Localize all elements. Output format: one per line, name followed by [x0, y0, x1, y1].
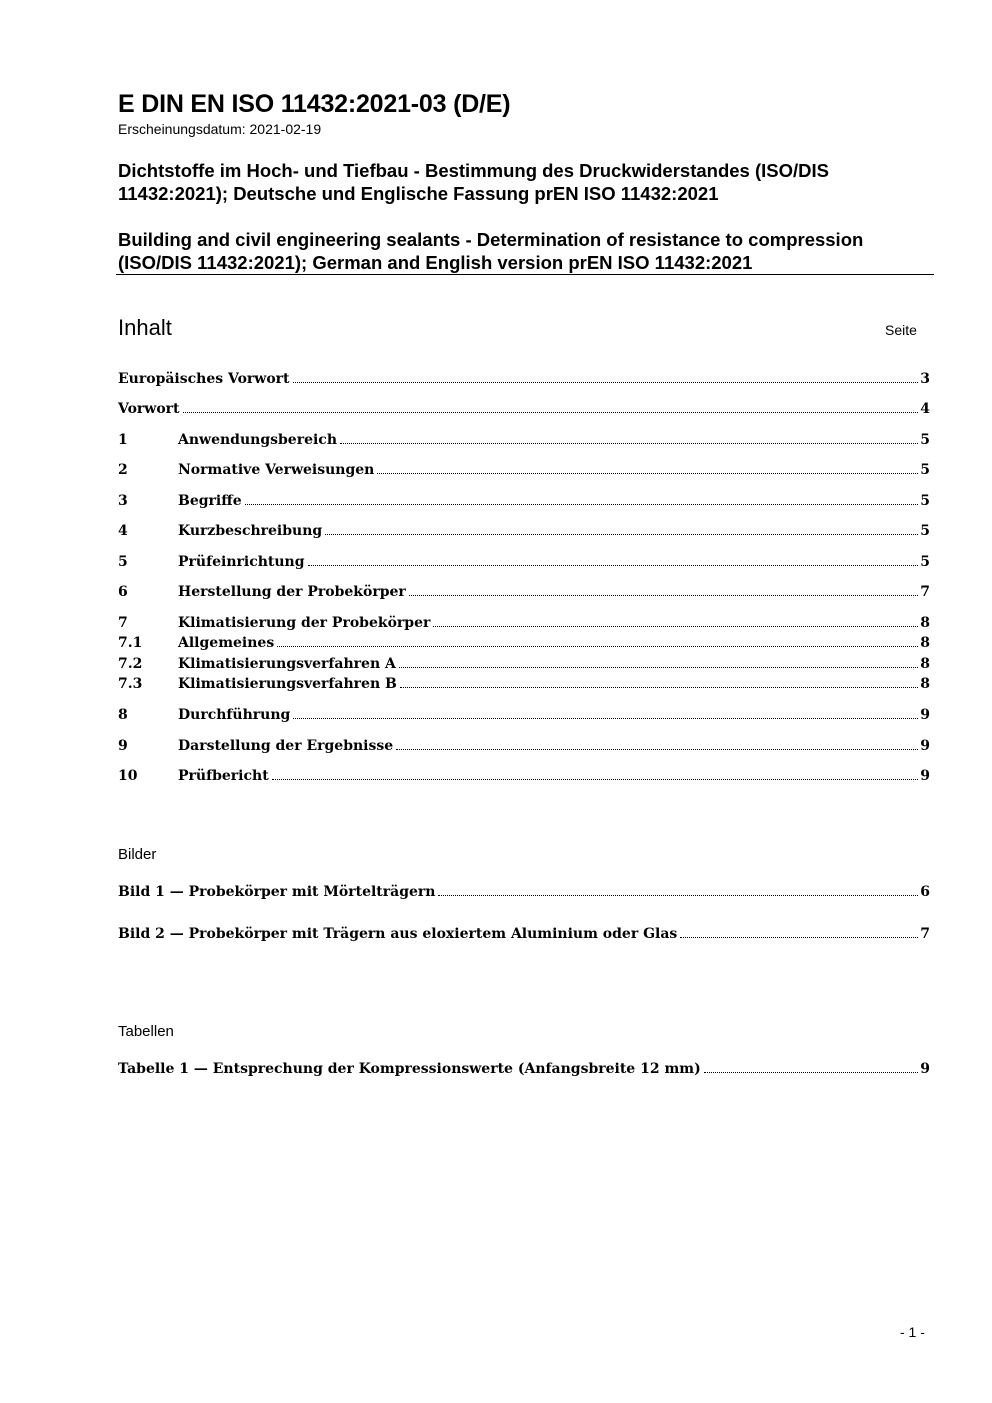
- toc-entry-page: 9: [920, 707, 930, 723]
- toc-entry-number: 1: [118, 432, 128, 448]
- toc-leader: [433, 625, 918, 627]
- toc-leader: [245, 503, 919, 505]
- toc-entry[interactable]: [118, 584, 930, 604]
- toc-entry-number: 5: [118, 554, 128, 570]
- tables-heading: Tabellen: [118, 1023, 174, 1040]
- toc-entry-number: 10: [118, 768, 138, 784]
- toc-entry-label: Prüfeinrichtung: [178, 554, 305, 570]
- toc-entry-number: 9: [118, 738, 128, 754]
- toc-entry[interactable]: [118, 523, 930, 543]
- title-english: Building and civil engineering sealants - Determination of resistance to compression (ISO/DIS 11432:2021); German and English version prEN ISO 11432:2021: [118, 229, 864, 273]
- toc-leader: [396, 748, 918, 750]
- toc-entry-page: 3: [920, 371, 930, 387]
- toc-entry-number: 2: [118, 462, 128, 478]
- toc-entry-page: 8: [920, 676, 930, 692]
- toc-entry-number: 8: [118, 707, 128, 723]
- toc-entry-label: Normative Verweisungen: [178, 462, 375, 478]
- toc-entry-number: 7.2: [118, 656, 143, 672]
- toc-leader: [409, 594, 918, 596]
- figure-entry-label: Bild 1 — Probekörper mit Mörtelträgern: [118, 884, 436, 900]
- toc-entry[interactable]: [118, 371, 930, 391]
- toc-entry-label: Durchführung: [178, 707, 291, 723]
- page-number: - 1 -: [900, 1324, 925, 1340]
- toc-entry-number: 6: [118, 584, 128, 600]
- toc-leader: [272, 778, 919, 780]
- toc-entry-page: 8: [920, 656, 930, 672]
- toc-leader: [183, 411, 919, 413]
- toc-leader: [400, 686, 918, 688]
- toc-leader: [308, 564, 919, 566]
- toc-leader: [325, 533, 918, 535]
- toc-entry-number: 7.3: [118, 676, 143, 692]
- toc-entry[interactable]: [118, 615, 930, 635]
- toc-entry[interactable]: [118, 738, 930, 758]
- toc-entry-label: Kurzbeschreibung: [178, 523, 323, 539]
- toc-entry-page: 8: [920, 615, 930, 631]
- toc-leader: [340, 442, 918, 444]
- toc-entry-page: 9: [920, 768, 930, 784]
- toc-leader: [277, 645, 918, 647]
- table-entry-label: Tabelle 1 — Entsprechung der Kompressionswerte (Anfangsbreite 12 mm): [118, 1061, 701, 1077]
- toc-entry[interactable]: [118, 635, 930, 655]
- figure-entry[interactable]: [118, 926, 930, 946]
- header-divider: [116, 274, 934, 275]
- toc-entry-page: 9: [920, 738, 930, 754]
- toc-entry-label: Klimatisierungsverfahren B: [178, 676, 397, 692]
- toc-entry-page: 8: [920, 635, 930, 651]
- toc-leader: [293, 717, 918, 719]
- toc-entry[interactable]: [118, 554, 930, 574]
- toc-entry-number: 7: [118, 615, 128, 631]
- toc-entry-page: 5: [920, 523, 930, 539]
- toc-entry-label: Europäisches Vorwort: [118, 371, 290, 387]
- document-title: E DIN EN ISO 11432:2021-03 (D/E): [118, 90, 511, 118]
- toc-heading: Inhalt: [118, 315, 172, 340]
- toc-entry-page: 4: [920, 401, 930, 417]
- page-column-label: Seite: [885, 322, 917, 338]
- toc-leader: [293, 381, 919, 383]
- toc-entry[interactable]: [118, 676, 930, 696]
- toc-entry[interactable]: [118, 462, 930, 482]
- toc-entry-page: 5: [920, 493, 930, 509]
- toc-entry-number: 3: [118, 493, 128, 509]
- table-entry-page: 9: [920, 1061, 930, 1077]
- toc-entry-page: 5: [920, 432, 930, 448]
- toc-leader: [704, 1071, 919, 1073]
- toc-entry-label: Allgemeines: [178, 635, 275, 651]
- toc-entry-page: 5: [920, 462, 930, 478]
- toc-entry-label: Klimatisierungsverfahren A: [178, 656, 396, 672]
- publication-date: Erscheinungsdatum: 2021-02-19: [118, 121, 322, 137]
- toc-entry-label: Begriffe: [178, 493, 242, 509]
- figure-entry-page: 6: [920, 884, 930, 900]
- figure-entry-label: Bild 2 — Probekörper mit Trägern aus eloxiertem Aluminium oder Glas: [118, 926, 678, 942]
- toc-leader: [680, 936, 918, 938]
- toc-entry[interactable]: [118, 656, 930, 676]
- toc-entry[interactable]: [118, 432, 930, 452]
- table-entry[interactable]: [118, 1061, 930, 1081]
- toc-entry-label: Herstellung der Probekörper: [178, 584, 406, 600]
- toc-entry-label: Prüfbericht: [178, 768, 269, 784]
- figure-entry-page: 7: [920, 926, 930, 942]
- toc-leader: [438, 894, 918, 896]
- toc-entry[interactable]: [118, 493, 930, 513]
- figures-heading: Bilder: [118, 846, 157, 863]
- toc-entry-label: Klimatisierung der Probekörper: [178, 615, 431, 631]
- figure-entry[interactable]: [118, 884, 930, 904]
- toc-entry-label: Darstellung der Ergebnisse: [178, 738, 394, 754]
- toc-entry-label: Anwendungsbereich: [178, 432, 337, 448]
- title-german: Dichtstoffe im Hoch- und Tiefbau - Bestimmung des Druckwiderstandes (ISO/DIS 11432:2021); Deutsche und Englische Fassung prEN ISO 11432:2021: [118, 160, 829, 204]
- toc-entry-number: 7.1: [118, 635, 143, 651]
- toc-entry[interactable]: [118, 707, 930, 727]
- toc-leader: [377, 472, 918, 474]
- toc-entry-number: 4: [118, 523, 128, 539]
- toc-entry-page: 5: [920, 554, 930, 570]
- toc-entry-label: Vorwort: [118, 401, 180, 417]
- toc-entry-page: 7: [920, 584, 930, 600]
- toc-leader: [399, 666, 918, 668]
- toc-entry[interactable]: [118, 401, 930, 421]
- toc-entry[interactable]: [118, 768, 930, 788]
